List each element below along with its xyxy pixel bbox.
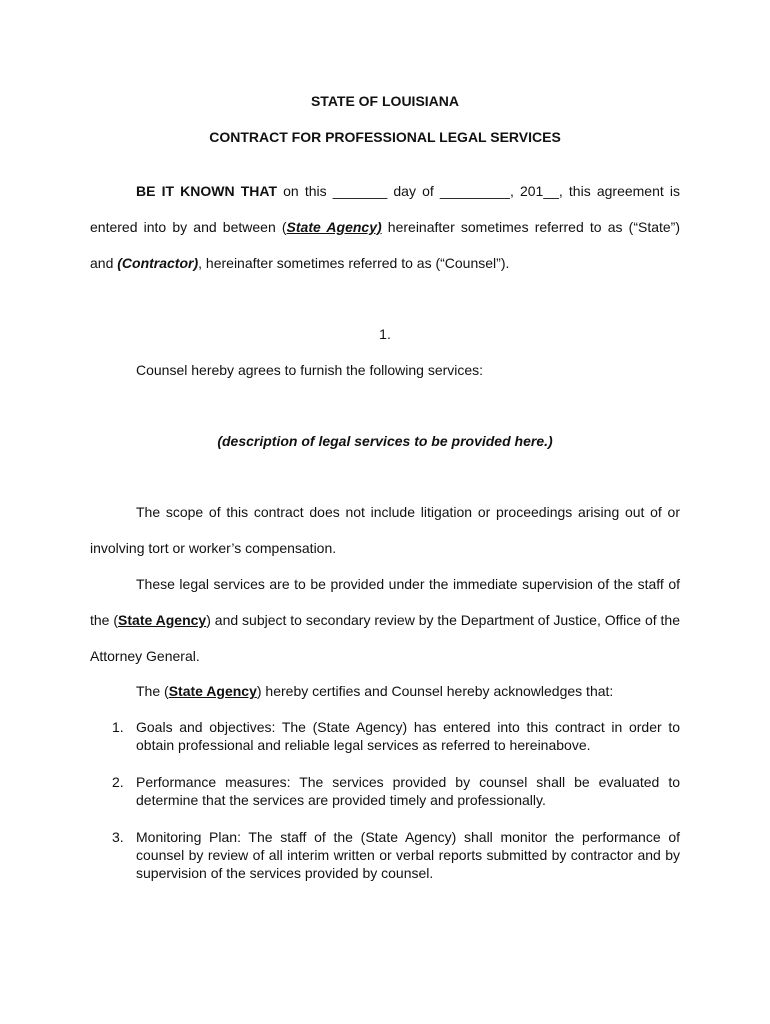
list-item <box>90 718 680 754</box>
list-item-number: 1. <box>112 719 124 735</box>
list-item-text: Goals and objectives: The (State Agency) has entered into this contract in order to obtain professional and reliable legal services as referred to hereinabove. <box>136 719 680 753</box>
intro-text-3: , hereinafter sometimes referred to as (“Counsel”). <box>198 255 510 271</box>
supervision-text-2: ) and subject to secondary review by the Department of Justice, Office of the Attorney General. <box>90 612 680 664</box>
list-item <box>90 828 680 882</box>
section-number: 1. <box>379 326 391 342</box>
list-item-text: Monitoring Plan: The staff of the (State Agency) shall monitor the performance of counsel by review of all interim written or verbal reports submitted by contractor and by supervision of the services provided by counsel. <box>136 829 680 881</box>
certify-line <box>90 682 726 700</box>
intro-state-agency: State Agency) <box>286 219 382 235</box>
intro-paragraph <box>90 173 680 281</box>
supervision-text-1: These legal services are to be provided under the immediate supervision of the staff of the ( <box>90 576 680 628</box>
certify-agency: State Agency <box>168 683 257 699</box>
intro-contractor: (Contractor) <box>117 255 199 271</box>
certify-text-1: The ( <box>136 683 169 699</box>
certify-text-2: ) hereby certifies and Counsel hereby acknowledges that: <box>256 683 614 699</box>
intro-text-2: hereinafter sometimes referred to as (“State”) and <box>90 219 680 271</box>
scope-paragraph: The scope of this contract does not include litigation or proceedings arising out of or involving tort or worker’s compensation. <box>90 504 680 556</box>
list-item-number: 3. <box>112 829 124 845</box>
list-item-text: Performance measures: The services provided by counsel shall be evaluated to determine that the services are provided timely and professionally. <box>136 774 680 808</box>
intro-lead: BE IT KNOWN THAT <box>136 183 277 199</box>
services-intro: Counsel hereby agrees to furnish the following services: <box>136 362 484 378</box>
services-description: (description of legal services to be provided here.) <box>217 433 553 449</box>
intro-text-1: on this _______ day of _________, 201__, this agreement is entered into by and between ( <box>90 183 680 235</box>
list-item <box>90 773 680 809</box>
certification-list <box>90 718 680 882</box>
contract-title: CONTRACT FOR PROFESSIONAL LEGAL SERVICES <box>209 129 561 145</box>
state-heading: STATE OF LOUISIANA <box>310 93 460 109</box>
supervision-paragraph <box>90 566 680 674</box>
supervision-agency: State Agency <box>118 612 207 628</box>
list-item-number: 2. <box>112 774 124 790</box>
